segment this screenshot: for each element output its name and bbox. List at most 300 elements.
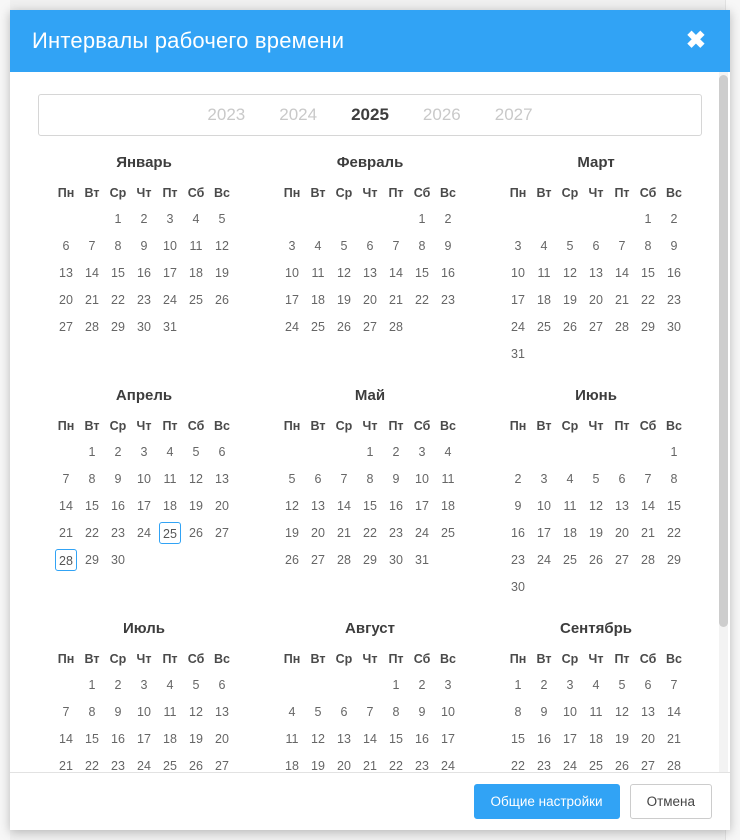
calendar-day-cell[interactable] [609,671,635,698]
calendar-day-cell[interactable] [557,725,583,752]
calendar-day[interactable]: 24 [441,758,455,772]
calendar-day[interactable]: 28 [667,758,681,772]
calendar-day[interactable]: 17 [285,292,299,307]
calendar-day[interactable]: 19 [311,758,325,772]
calendar-day-cell[interactable] [305,752,331,772]
calendar-day-cell[interactable] [79,725,105,752]
calendar-day-cell[interactable] [279,519,305,546]
calendar-day[interactable]: 26 [589,552,603,567]
calendar-day[interactable]: 11 [311,265,325,280]
calendar-day[interactable]: 23 [111,758,125,772]
calendar-day-cell[interactable] [131,205,157,232]
calendar-day[interactable]: 15 [389,731,403,746]
calendar-day[interactable]: 15 [511,731,525,746]
calendar-day[interactable]: 3 [444,677,452,692]
calendar-day-cell[interactable] [435,671,461,698]
calendar-day[interactable]: 14 [641,498,655,513]
calendar-day[interactable]: 9 [444,238,452,253]
calendar-day[interactable]: 7 [88,238,96,253]
calendar-day-cell[interactable] [279,232,305,259]
calendar-day[interactable]: 19 [215,265,229,280]
calendar-day-cell[interactable] [409,438,435,465]
calendar-day[interactable]: 8 [88,471,96,486]
calendar-day[interactable]: 7 [618,238,626,253]
calendar-day-cell[interactable] [279,259,305,286]
calendar-day-cell[interactable] [131,286,157,313]
calendar-day[interactable]: 5 [192,677,200,692]
year-option-2023[interactable]: 2023 [207,105,246,124]
calendar-day[interactable]: 7 [340,471,348,486]
calendar-day[interactable]: 10 [285,265,299,280]
calendar-day[interactable]: 8 [366,471,374,486]
calendar-day[interactable]: 20 [641,731,655,746]
calendar-day-cell[interactable] [209,438,235,465]
calendar-day[interactable]: 5 [592,471,600,486]
calendar-day-cell[interactable] [305,232,331,259]
calendar-day[interactable]: 6 [218,677,226,692]
calendar-day-cell[interactable] [279,465,305,492]
calendar-day[interactable]: 4 [540,238,548,253]
calendar-day[interactable]: 27 [615,552,629,567]
calendar-day[interactable]: 17 [137,498,151,513]
calendar-day[interactable]: 17 [511,292,525,307]
calendar-day-cell[interactable] [105,725,131,752]
calendar-day-cell[interactable] [635,465,661,492]
calendar-day[interactable]: 25 [589,758,603,772]
calendar-day-cell[interactable] [331,313,357,340]
calendar-day-cell[interactable] [357,465,383,492]
calendar-day-cell[interactable] [131,671,157,698]
calendar-day-cell[interactable] [53,492,79,519]
calendar-day-cell[interactable] [131,232,157,259]
calendar-day[interactable]: 3 [166,211,174,226]
calendar-day-cell[interactable] [183,259,209,286]
calendar-day-cell[interactable] [305,465,331,492]
general-settings-button[interactable]: Общие настройки [474,784,620,819]
calendar-day-cell[interactable] [557,671,583,698]
calendar-day-cell[interactable] [583,492,609,519]
calendar-day-cell[interactable] [157,698,183,725]
calendar-day-cell[interactable] [331,465,357,492]
calendar-day-cell[interactable] [609,752,635,772]
calendar-day-cell[interactable] [557,752,583,772]
calendar-day[interactable]: 5 [314,704,322,719]
calendar-day[interactable]: 24 [137,525,151,540]
calendar-day-cell[interactable] [531,725,557,752]
calendar-day-cell[interactable] [305,492,331,519]
calendar-day[interactable]: 18 [311,292,325,307]
calendar-day-cell[interactable] [609,313,635,340]
calendar-day-cell[interactable] [661,465,687,492]
calendar-day[interactable]: 26 [563,319,577,334]
calendar-day[interactable]: 13 [215,704,229,719]
calendar-day[interactable]: 3 [514,238,522,253]
calendar-day[interactable]: 19 [563,292,577,307]
calendar-day-cell[interactable] [279,698,305,725]
calendar-day-cell[interactable] [105,465,131,492]
calendar-day-cell[interactable] [357,492,383,519]
calendar-day[interactable]: 14 [389,265,403,280]
calendar-day[interactable]: 7 [392,238,400,253]
calendar-day-cell[interactable] [583,671,609,698]
calendar-day-cell[interactable] [557,546,583,573]
calendar-day-cell[interactable] [279,546,305,573]
calendar-day[interactable]: 17 [441,731,455,746]
calendar-day[interactable]: 18 [189,265,203,280]
calendar-day[interactable]: 25 [159,522,181,544]
calendar-day-cell[interactable] [609,259,635,286]
calendar-day[interactable]: 2 [540,677,548,692]
calendar-day[interactable]: 1 [644,211,652,226]
calendar-day[interactable]: 23 [441,292,455,307]
calendar-day[interactable]: 5 [566,238,574,253]
calendar-day[interactable]: 4 [444,444,452,459]
calendar-day[interactable]: 3 [540,471,548,486]
calendar-day-cell[interactable] [53,313,79,340]
calendar-day-cell[interactable] [583,286,609,313]
calendar-day[interactable]: 22 [511,758,525,772]
calendar-day-cell[interactable] [557,465,583,492]
calendar-day-cell[interactable] [435,698,461,725]
calendar-day[interactable]: 23 [389,525,403,540]
calendar-day-cell[interactable] [305,725,331,752]
calendar-day[interactable]: 9 [392,471,400,486]
calendar-day-cell[interactable] [409,286,435,313]
calendar-day-cell[interactable] [383,492,409,519]
calendar-day[interactable]: 17 [137,731,151,746]
calendar-day[interactable]: 6 [218,444,226,459]
calendar-day-cell[interactable] [209,519,235,546]
calendar-day-cell[interactable] [531,698,557,725]
calendar-day-cell[interactable] [383,313,409,340]
calendar-day-cell[interactable] [557,232,583,259]
calendar-day-cell[interactable] [609,465,635,492]
calendar-day-cell[interactable] [661,725,687,752]
calendar-day[interactable]: 3 [140,677,148,692]
calendar-day[interactable]: 31 [415,552,429,567]
calendar-day[interactable]: 14 [667,704,681,719]
calendar-day-cell[interactable] [79,313,105,340]
calendar-day-cell[interactable] [209,465,235,492]
year-selector[interactable] [38,94,702,136]
calendar-day[interactable]: 19 [189,498,203,513]
calendar-day[interactable]: 21 [59,758,73,772]
calendar-day-cell[interactable] [209,232,235,259]
calendar-day-cell[interactable] [357,438,383,465]
calendar-day-cell[interactable] [635,205,661,232]
calendar-day-cell[interactable] [183,725,209,752]
calendar-day-cell[interactable] [157,205,183,232]
calendar-day[interactable]: 11 [589,704,603,719]
calendar-day-cell[interactable] [557,519,583,546]
calendar-day[interactable]: 21 [667,731,681,746]
calendar-day-cell[interactable] [635,259,661,286]
calendar-day-cell[interactable] [583,465,609,492]
calendar-day-cell[interactable] [209,205,235,232]
calendar-day-cell[interactable] [383,519,409,546]
calendar-day[interactable]: 3 [288,238,296,253]
calendar-day[interactable]: 13 [215,471,229,486]
calendar-day-cell[interactable] [409,725,435,752]
calendar-day-cell[interactable] [383,465,409,492]
calendar-day[interactable]: 21 [337,525,351,540]
calendar-day-cell[interactable] [157,438,183,465]
calendar-day-cell[interactable] [157,671,183,698]
calendar-day-cell[interactable] [209,286,235,313]
calendar-day-cell[interactable] [331,259,357,286]
calendar-day-cell[interactable] [79,671,105,698]
calendar-day[interactable]: 5 [192,444,200,459]
calendar-day[interactable]: 12 [189,471,203,486]
calendar-day[interactable]: 21 [59,525,73,540]
calendar-day[interactable]: 22 [85,758,99,772]
calendar-day[interactable]: 9 [114,471,122,486]
calendar-day[interactable]: 18 [285,758,299,772]
calendar-day-cell[interactable] [53,752,79,772]
calendar-day-cell[interactable] [609,546,635,573]
calendar-day[interactable]: 7 [62,471,70,486]
calendar-day-cell[interactable] [105,546,131,573]
calendar-day[interactable]: 5 [288,471,296,486]
calendar-day[interactable]: 1 [366,444,374,459]
calendar-day-cell[interactable] [305,313,331,340]
calendar-day[interactable]: 10 [415,471,429,486]
calendar-day-cell[interactable] [279,725,305,752]
year-option-2024[interactable]: 2024 [279,105,318,124]
calendar-day-cell[interactable] [531,546,557,573]
calendar-day[interactable]: 22 [667,525,681,540]
calendar-day-cell[interactable] [409,752,435,772]
calendar-day[interactable]: 2 [114,444,122,459]
calendar-day-cell[interactable] [357,725,383,752]
calendar-day-cell[interactable] [609,519,635,546]
calendar-day[interactable]: 28 [85,319,99,334]
year-option-2026[interactable]: 2026 [422,105,461,124]
calendar-day[interactable]: 16 [667,265,681,280]
calendar-day[interactable]: 10 [137,471,151,486]
calendar-day-cell[interactable] [383,725,409,752]
calendar-day-cell[interactable] [661,286,687,313]
year-option-2027[interactable]: 2027 [494,105,533,124]
calendar-day[interactable]: 6 [314,471,322,486]
calendar-day[interactable]: 22 [85,525,99,540]
calendar-day[interactable]: 22 [363,525,377,540]
calendar-day-cell[interactable] [661,519,687,546]
calendar-day-cell[interactable] [105,259,131,286]
calendar-day-cell[interactable] [635,725,661,752]
calendar-day[interactable]: 14 [363,731,377,746]
calendar-day-cell[interactable] [79,286,105,313]
calendar-day-cell[interactable] [557,698,583,725]
calendar-day-cell[interactable] [53,698,79,725]
calendar-day-cell[interactable] [131,725,157,752]
calendar-day[interactable]: 2 [418,677,426,692]
calendar-day[interactable]: 2 [670,211,678,226]
calendar-day-cell[interactable] [331,725,357,752]
calendar-day-cell[interactable] [131,259,157,286]
calendar-day[interactable]: 23 [111,525,125,540]
calendar-day-cell[interactable] [661,698,687,725]
calendar-day-cell[interactable] [505,286,531,313]
calendar-day[interactable]: 27 [589,319,603,334]
calendar-day-cell[interactable] [357,232,383,259]
calendar-day-cell[interactable] [409,546,435,573]
calendar-day[interactable]: 29 [641,319,655,334]
calendar-day[interactable]: 11 [537,265,551,280]
calendar-day[interactable]: 26 [215,292,229,307]
calendar-day[interactable]: 14 [59,498,73,513]
calendar-day-cell[interactable] [383,259,409,286]
calendar-day[interactable]: 18 [441,498,455,513]
calendar-day-cell[interactable] [357,698,383,725]
calendar-day[interactable]: 29 [85,552,99,567]
calendar-day[interactable]: 20 [215,731,229,746]
calendar-day[interactable]: 26 [615,758,629,772]
calendar-day-cell[interactable] [661,205,687,232]
calendar-day[interactable]: 5 [218,211,226,226]
calendar-day-cell[interactable] [105,205,131,232]
calendar-day-cell[interactable] [209,725,235,752]
calendar-day[interactable]: 2 [514,471,522,486]
vertical-scrollbar[interactable] [719,72,728,772]
calendar-day-cell[interactable] [661,546,687,573]
calendar-day-cell[interactable] [305,546,331,573]
calendar-day-cell[interactable] [131,752,157,772]
calendar-day[interactable]: 15 [111,265,125,280]
calendar-day-cell[interactable] [209,671,235,698]
calendar-day-cell[interactable] [435,519,461,546]
calendar-day-cell[interactable] [53,546,79,573]
calendar-day[interactable]: 19 [615,731,629,746]
calendar-day[interactable]: 8 [514,704,522,719]
calendar-day-cell[interactable] [635,671,661,698]
calendar-day-cell[interactable] [79,465,105,492]
calendar-day[interactable]: 22 [415,292,429,307]
calendar-day-cell[interactable] [131,519,157,546]
calendar-day-cell[interactable] [183,232,209,259]
calendar-day[interactable]: 4 [592,677,600,692]
calendar-day-cell[interactable] [305,286,331,313]
calendar-day[interactable]: 24 [285,319,299,334]
calendar-day-cell[interactable] [661,232,687,259]
calendar-day[interactable]: 5 [618,677,626,692]
calendar-day[interactable]: 24 [415,525,429,540]
calendar-day-cell[interactable] [505,671,531,698]
calendar-day[interactable]: 19 [285,525,299,540]
calendar-day-cell[interactable] [79,519,105,546]
calendar-day-cell[interactable] [357,752,383,772]
calendar-day[interactable]: 1 [392,677,400,692]
calendar-day[interactable]: 13 [615,498,629,513]
calendar-day[interactable]: 6 [592,238,600,253]
calendar-day[interactable]: 9 [140,238,148,253]
calendar-day-cell[interactable] [409,492,435,519]
calendar-day[interactable]: 2 [114,677,122,692]
calendar-day[interactable]: 13 [641,704,655,719]
calendar-day[interactable]: 17 [415,498,429,513]
calendar-day-cell[interactable] [583,752,609,772]
vertical-scrollbar-thumb[interactable] [719,75,728,627]
calendar-day[interactable]: 14 [337,498,351,513]
calendar-day[interactable]: 4 [166,444,174,459]
calendar-day[interactable]: 9 [540,704,548,719]
calendar-day-cell[interactable] [357,259,383,286]
calendar-day-cell[interactable] [157,492,183,519]
calendar-day[interactable]: 15 [415,265,429,280]
calendar-day-cell[interactable] [209,492,235,519]
calendar-day[interactable]: 10 [163,238,177,253]
cancel-button[interactable]: Отмена [630,784,712,819]
calendar-day[interactable]: 24 [537,552,551,567]
calendar-day[interactable]: 22 [111,292,125,307]
calendar-day[interactable]: 11 [441,471,455,486]
calendar-day-cell[interactable] [505,519,531,546]
calendar-day[interactable]: 23 [137,292,151,307]
calendar-day[interactable]: 1 [418,211,426,226]
calendar-day-cell[interactable] [53,286,79,313]
calendar-day-cell[interactable] [183,752,209,772]
calendar-day-cell[interactable] [635,286,661,313]
calendar-day-cell[interactable] [183,671,209,698]
calendar-day[interactable]: 19 [337,292,351,307]
calendar-day-cell[interactable] [505,465,531,492]
calendar-day[interactable]: 4 [192,211,200,226]
calendar-day[interactable]: 14 [59,731,73,746]
calendar-day[interactable]: 18 [163,731,177,746]
calendar-day-cell[interactable] [383,232,409,259]
calendar-day-cell[interactable] [105,232,131,259]
calendar-day-cell[interactable] [105,286,131,313]
calendar-day[interactable]: 8 [88,704,96,719]
calendar-day[interactable]: 13 [363,265,377,280]
calendar-day-cell[interactable] [79,698,105,725]
calendar-day-cell[interactable] [209,752,235,772]
calendar-day-cell[interactable] [609,232,635,259]
calendar-day[interactable]: 18 [537,292,551,307]
calendar-day-cell[interactable] [331,698,357,725]
calendar-day[interactable]: 22 [389,758,403,772]
calendar-day-cell[interactable] [53,232,79,259]
calendar-day-cell[interactable] [305,259,331,286]
calendar-day[interactable]: 26 [285,552,299,567]
calendar-day[interactable]: 6 [644,677,652,692]
calendar-day[interactable]: 15 [85,498,99,513]
calendar-day-cell[interactable] [79,259,105,286]
calendar-day-cell[interactable] [279,752,305,772]
calendar-day-cell[interactable] [409,671,435,698]
calendar-day-cell[interactable] [505,725,531,752]
calendar-day[interactable]: 30 [137,319,151,334]
calendar-day-cell[interactable] [357,546,383,573]
calendar-day[interactable]: 8 [114,238,122,253]
calendar-day-cell[interactable] [531,519,557,546]
calendar-day[interactable]: 20 [363,292,377,307]
calendar-day-cell[interactable] [105,438,131,465]
calendar-day-cell[interactable] [409,698,435,725]
calendar-day-cell[interactable] [505,340,531,367]
calendar-day-cell[interactable] [583,313,609,340]
calendar-day-cell[interactable] [583,519,609,546]
calendar-day[interactable]: 31 [163,319,177,334]
calendar-day-cell[interactable] [531,671,557,698]
calendar-day[interactable]: 10 [511,265,525,280]
calendar-day-cell[interactable] [435,232,461,259]
calendar-day[interactable]: 28 [615,319,629,334]
calendar-day-cell[interactable] [131,492,157,519]
calendar-day-cell[interactable] [105,752,131,772]
calendar-day-cell[interactable] [105,698,131,725]
calendar-day[interactable]: 10 [441,704,455,719]
